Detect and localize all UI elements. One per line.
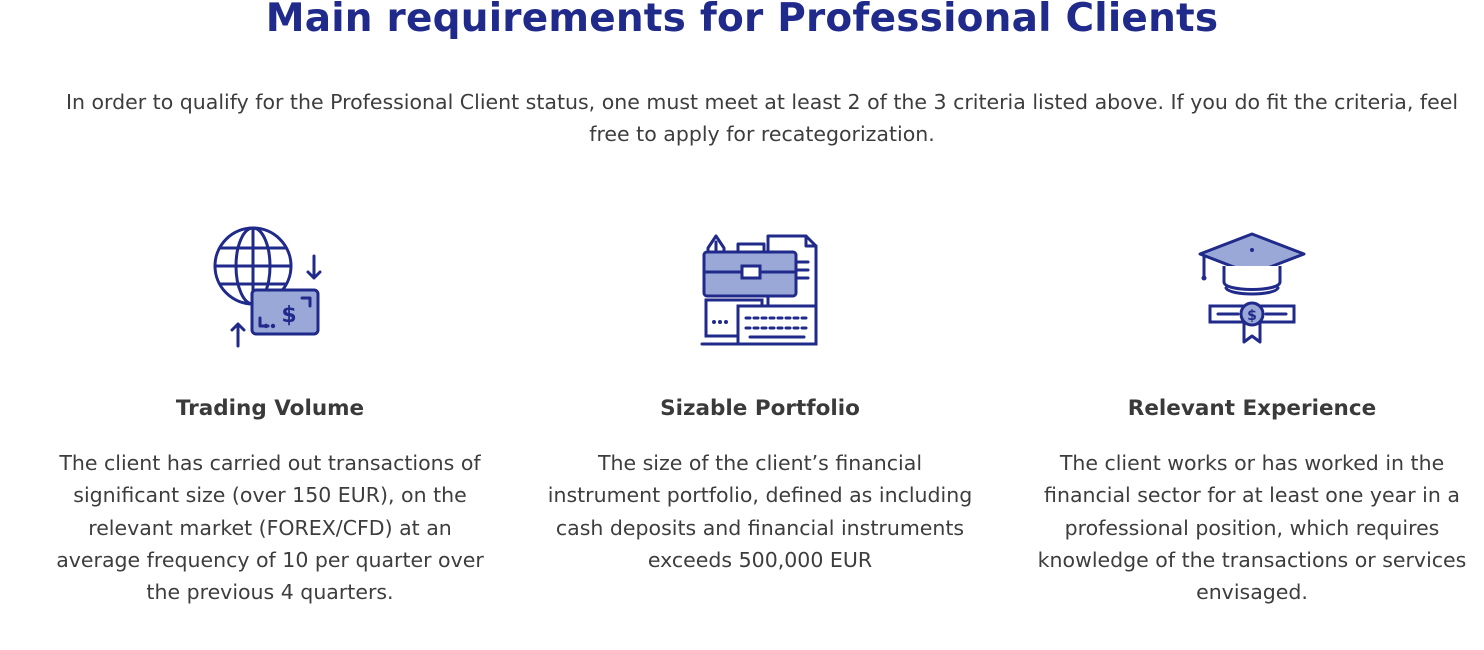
criterion-title: Relevant Experience bbox=[1127, 396, 1377, 421]
intro-text: In order to qualify for the Professional Client status, one must meet at least 2 of the 3 criteria listed above. If you do fit the criteria, feel free to apply for recategorization. bbox=[65, 90, 1459, 146]
criterion-title: Sizable Portfolio bbox=[660, 396, 860, 421]
criterion-description: The client works or has worked in the financial sector for at least one year in a professional position, which requires knowledge of the transactions or services envisaged. bbox=[1037, 451, 1467, 605]
diploma-seal-dollar: $ bbox=[1247, 308, 1257, 324]
dollar-sign-label: $ bbox=[281, 303, 297, 328]
criterion-card-relevant-experience bbox=[1022, 226, 1482, 608]
criterion-card-trading-volume bbox=[40, 226, 500, 608]
criterion-title: Trading Volume bbox=[175, 396, 365, 421]
graduation-cap-diploma-icon bbox=[1190, 226, 1314, 350]
criterion-description: The client has carried out transactions of significant size (over 150 EUR), on the relevant market (FOREX/CFD) at an average frequency of 10 per quarter over the previous 4 quarters. bbox=[56, 451, 484, 605]
briefcase-portfolio-icon bbox=[698, 226, 822, 350]
criterion-description: The size of the client’s financial instrument portfolio, defined as including cash deposits and financial instruments exceeds 500,000 EUR bbox=[547, 451, 973, 572]
page-title: Main requirements for Professional Clients bbox=[265, 0, 1219, 41]
criterion-card-sizable-portfolio bbox=[530, 226, 990, 576]
globe-money-transfer-icon bbox=[208, 226, 332, 350]
